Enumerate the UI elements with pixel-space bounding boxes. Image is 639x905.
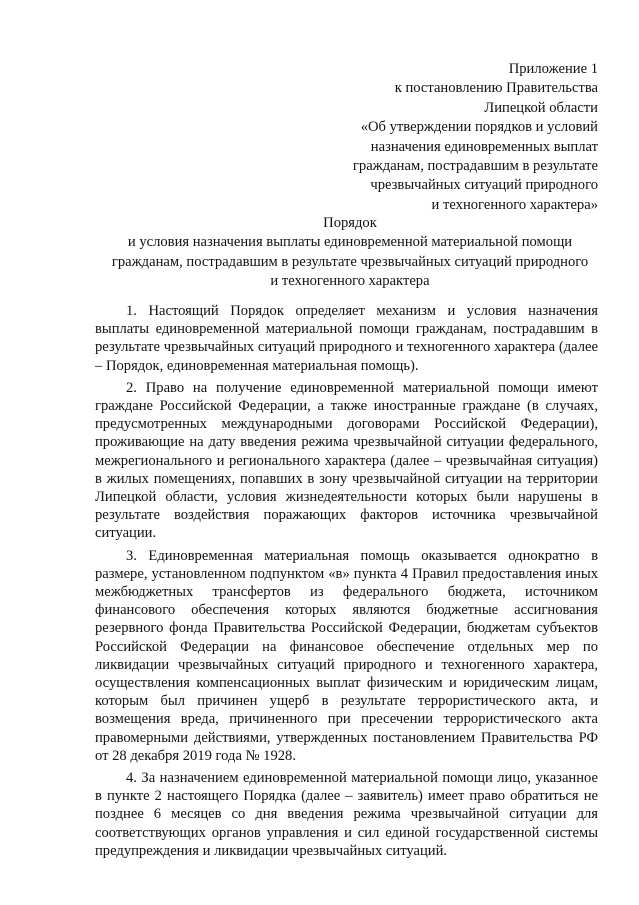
appendix-line: Липецкой области [484, 99, 598, 116]
paragraph-3: 3. Единовременная материальная помощь оказывается однократно в размере, установленном подпунктом «в» пункта 4 Правил предоставления иных межбюджетных трансфертов из федерального бюджета, источником финансового обеспечения которых являются бюджетные ассигнования резервного фонда Правительства Российской Федерации, бюджетам субъектов Российской Федерации на финансовое обеспечение отдельных мер по ликвидации чрезвычайных ситуаций природного и техногенного характера, осуществления компенсационных выплат физическим и юридическим лицам, которым был причинен ущерб в результате террористического акта, и возмещения вреда, причиненного при пресечении террористического акта правомерными действиями, утвержденных постановлением Правительства РФ от 28 декабря 2019 года № 1928. [95, 547, 598, 764]
appendix-line: чрезвычайных ситуаций природного [370, 177, 598, 194]
appendix-line: и техногенного характера» [431, 196, 598, 213]
title-line: и условия назначения выплаты единовременной материальной помощи [127, 234, 573, 251]
appendix-line: Приложение 1 [508, 61, 598, 77]
title-heading: Порядок [323, 215, 377, 231]
appendix-line: гражданам, пострадавшим в результате [352, 158, 598, 175]
title-line: гражданам, пострадавшим в результате чрезвычайных ситуаций природного [111, 253, 589, 270]
appendix-header [300, 60, 598, 215]
document-body [95, 302, 598, 864]
paragraph-1: 1. Настоящий Порядок определяет механизм и условия назначения выплаты единовременной материальной помощи гражданам, пострадавшим в результате чрезвычайных ситуаций природного и техногенного характера (далее – Порядок, единовременная материальная помощь). [95, 303, 598, 374]
paragraph-2: 2. Право на получение единовременной материальной помощи имеют граждане Российской Федерации, а также иностранные граждане (в случаях, предусмотренных международными договорами Российской Федерации), проживающие на дату введения режима чрезвычайной ситуации федерального, межрегионального и регионального характера (далее – чрезвычайная ситуация) в жилых помещениях, попавших в зону чрезвычайной ситуации на территории Липецкой области, условия жизнедеятельности которых были нарушены в результате воздействия поражающих факторов источника чрезвычайной ситуации. [95, 379, 598, 542]
paragraph-4: 4. За назначением единовременной материальной помощи лицо, указанное в пункте 2 настоящего Порядка (далее – заявитель) имеет право обратиться не позднее 6 месяцев со дня введения режима чрезвычайной ситуации для соответствующих органов управления и сил единой государственной системы предупреждения и ликвидации чрезвычайных ситуаций. [95, 770, 598, 859]
appendix-line: назначения единовременных выплат [370, 138, 598, 155]
appendix-line: «Об утверждении порядков и условий [360, 119, 598, 136]
document-title [80, 214, 620, 292]
title-line: и техногенного характера [270, 273, 430, 290]
appendix-line: к постановлению Правительства [394, 80, 598, 97]
